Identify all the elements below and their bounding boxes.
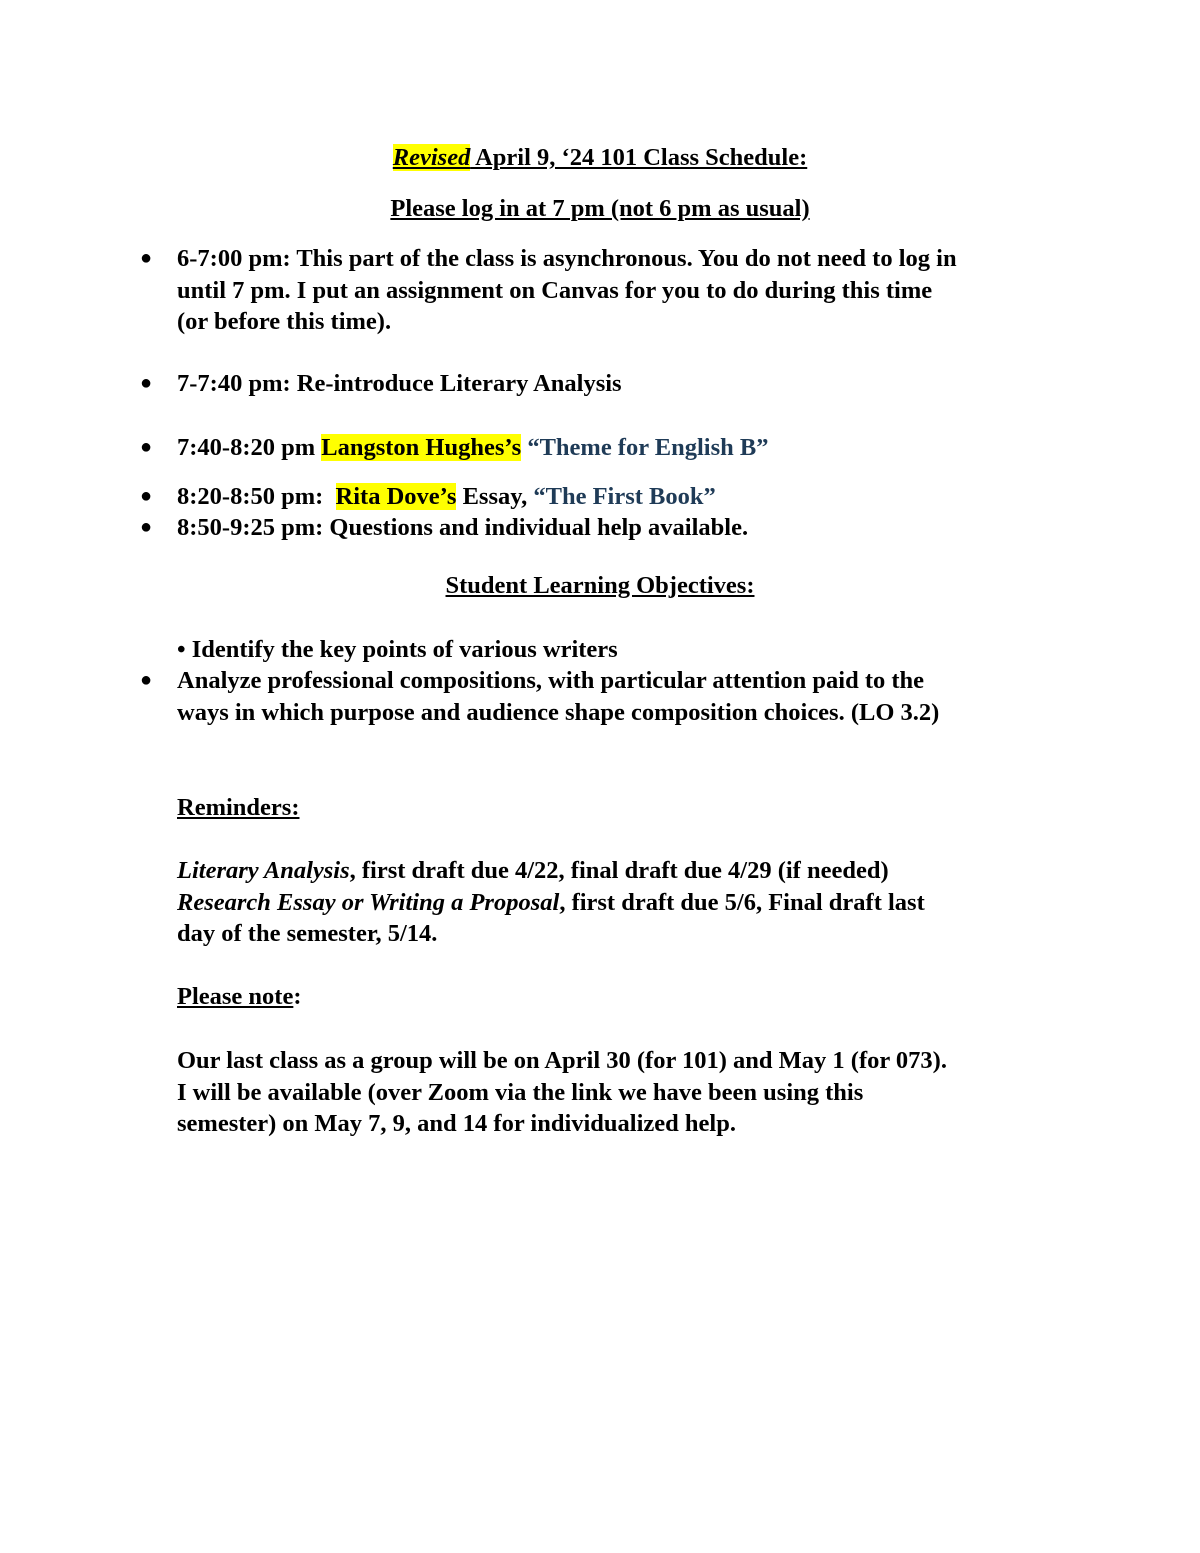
objective-analyze-line2: ways in which purpose and audience shape composition choices. (LO 3.2) <box>177 698 940 726</box>
reminders-heading: Reminders: <box>177 794 300 821</box>
reminder-literary-analysis-dates: , first draft due 4/22, final draft due 4/29 (if needed) <box>349 857 889 884</box>
note-body <box>177 1045 1077 1140</box>
schedule-item-literary-analysis-text: 7-7:40 pm: Re-introduce Literary Analysis <box>177 370 622 397</box>
author-dove: Rita Dove’s <box>335 483 457 510</box>
work-theme-for-english-b: “Theme for English B” <box>521 434 769 461</box>
title-text: April 9, ‘24 101 Class Schedule: <box>470 144 808 171</box>
revised-label: Revised <box>392 144 471 171</box>
bullet-icon: ● <box>140 372 153 394</box>
objectives-heading: Student Learning Objectives: <box>445 572 755 599</box>
schedule-item-dove-middle: Essay, <box>456 483 534 510</box>
reminder-research-essay-dates: , first draft due 5/6, Final draft last <box>559 888 925 916</box>
author-hughes: Langston Hughes’s <box>321 434 522 461</box>
reminders-list <box>177 855 1077 950</box>
note-heading <box>177 981 1077 1013</box>
note-heading-label: Please note <box>177 983 294 1010</box>
schedule-item-questions-text: 8:50-9:25 pm: Questions and individual help available. <box>177 514 749 541</box>
objective-analyze-line1: Analyze professional compositions, with particular attention paid to the <box>177 667 925 694</box>
note-line2: I will be available (over Zoom via the link we have been using this <box>177 1078 864 1106</box>
schedule-item-dove-time: 8:20-8:50 pm: <box>177 483 336 510</box>
bullet-icon: ● <box>140 436 153 458</box>
reminder-literary-analysis-title: Literary Analysis <box>177 857 350 884</box>
note-line3: semester) on May 7, 9, and 14 for individualized help. <box>177 1110 736 1137</box>
bullet-icon: ● <box>140 247 153 269</box>
note-line1: Our last class as a group will be on April 30 (for 101) and May 1 (for 073). <box>177 1047 947 1074</box>
schedule-item-async-line3: (or before this time). <box>177 308 392 335</box>
reminder-research-essay-line2: day of the semester, 5/14. <box>177 920 438 947</box>
objective-identify: • Identify the key points of various writers <box>177 636 618 663</box>
schedule-item-async-line1: 6-7:00 pm: This part of the class is asynchronous. You do not need to log in <box>177 245 957 272</box>
login-note: Please log in at 7 pm (not 6 pm as usual) <box>390 195 810 222</box>
bullet-icon: ● <box>140 485 153 507</box>
schedule-item-async-line2: until 7 pm. I put an assignment on Canvas for you to do during this time <box>177 276 933 304</box>
work-the-first-book: “The First Book” <box>533 483 716 510</box>
schedule-item-hughes-time: 7:40-8:20 pm <box>177 434 322 461</box>
document-title <box>0 142 1200 174</box>
reminder-research-essay-title: Research Essay or Writing a Proposal <box>177 888 560 916</box>
bullet-icon: ● <box>140 669 153 691</box>
bullet-icon: ● <box>140 516 153 538</box>
note-heading-colon: : <box>293 983 302 1010</box>
